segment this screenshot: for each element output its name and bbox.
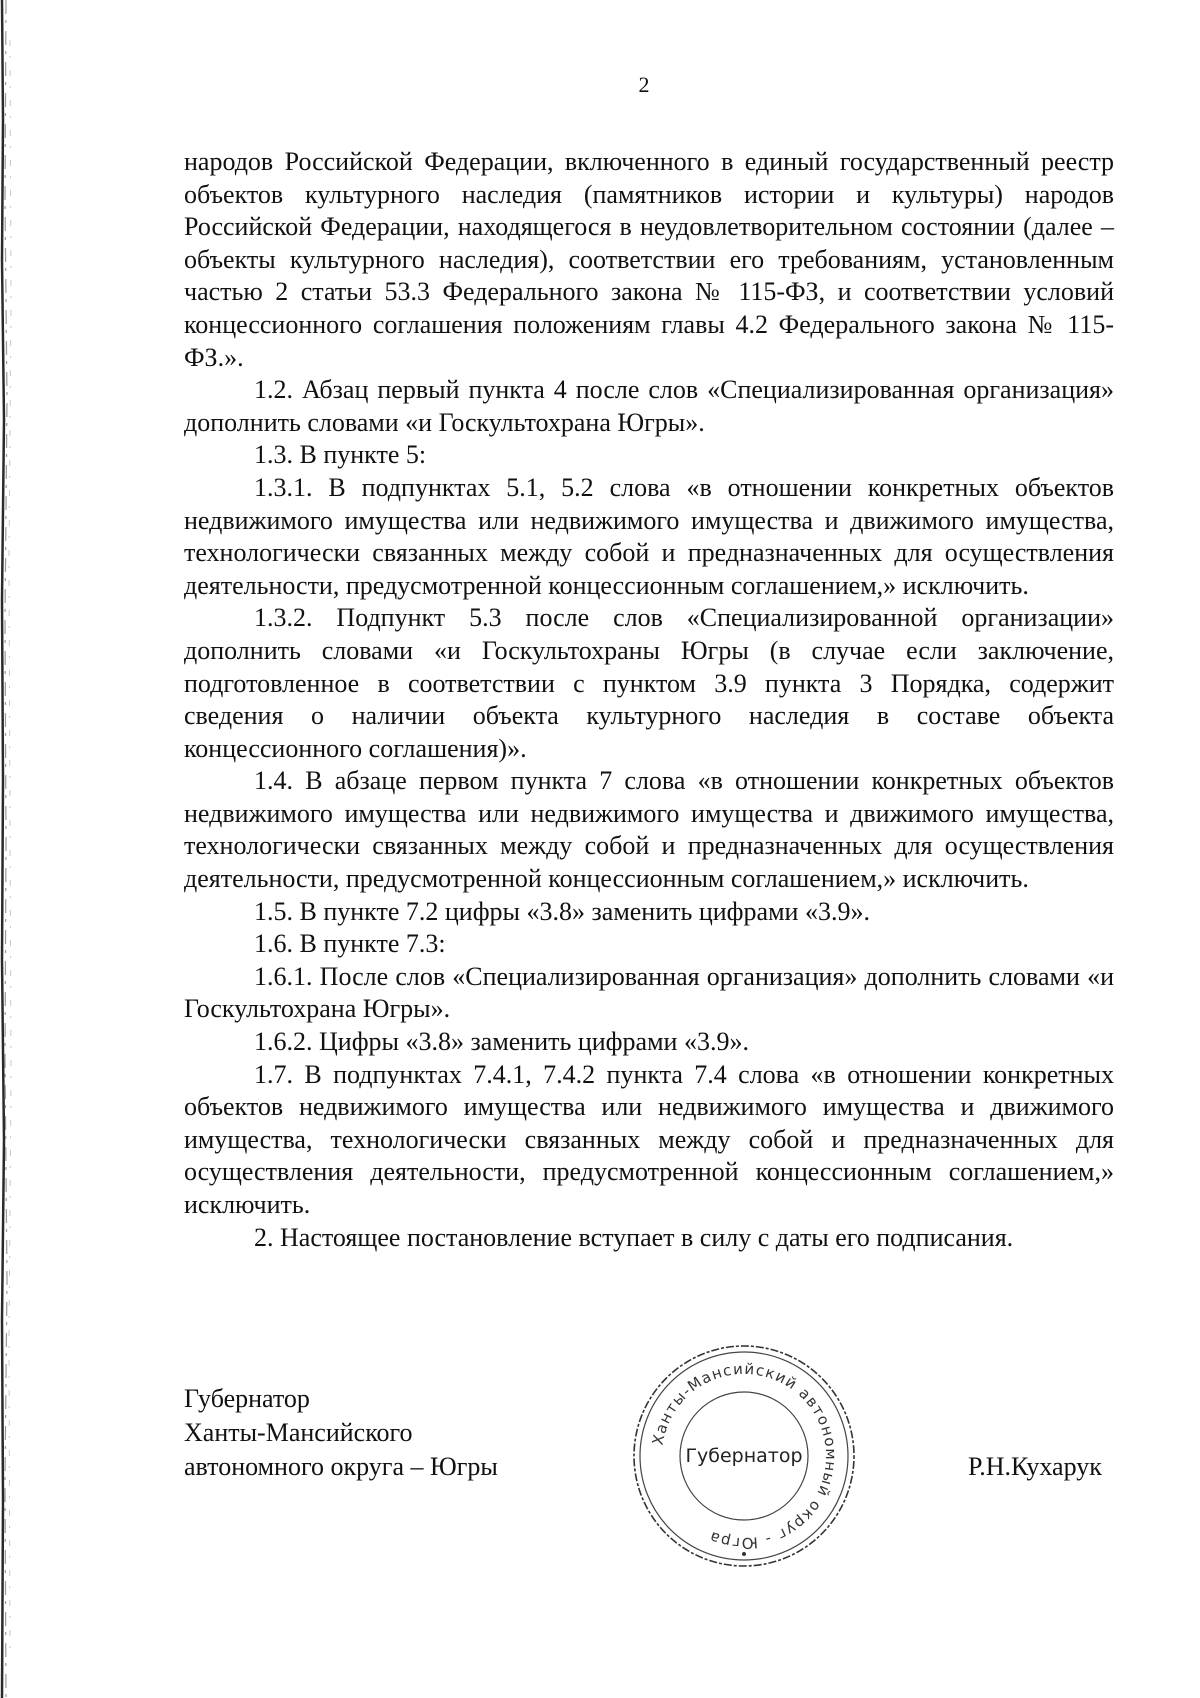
signature-title-line: автономного округа – Югры bbox=[184, 1452, 498, 1481]
paragraph-2: 2. Настоящее постановление вступает в силу с даты его подписания. bbox=[254, 1222, 1014, 1252]
seal-ring-text: Ханты-Мансийский автономный округ - Югра bbox=[648, 1359, 841, 1553]
paragraph-1-6: 1.6. В пункте 7.3: bbox=[254, 929, 446, 959]
page-number: 2 bbox=[638, 72, 650, 97]
paragraph-1-7: 1.7. В подпунктах 7.4.1, 7.4.2 пункта 7.4 слова «в отношении конкретных объектов недвижимого имущества или недвижимого имущества и движимого имущества, технологически связанных между собой и предназначенных для осуществления деятельности, предусмотренной концессионным соглашением,» исключить. bbox=[184, 1059, 1114, 1219]
official-seal bbox=[628, 1340, 860, 1572]
paragraph-1-5: 1.5. В пункте 7.2 цифры «3.8» заменить цифрами «3.9». bbox=[254, 896, 870, 926]
signer-name: Р.Н.Кухарук bbox=[968, 1452, 1102, 1481]
signature-title-line: Губернатор bbox=[184, 1384, 310, 1413]
paragraph-1-6-1: 1.6.1. После слов «Специализированная организация» дополнить словами «и Госкультохрана Югры». bbox=[184, 961, 1114, 1024]
paragraph-1-2: 1.2. Абзац первый пункта 4 после слов «Специализированная организация» дополнить словами «и Госкультохрана Югры». bbox=[184, 375, 1114, 437]
scan-edge-artifact bbox=[0, 0, 34, 1698]
document-body bbox=[184, 146, 1114, 1254]
signature-title-block bbox=[184, 1382, 498, 1484]
paragraph-1-6-2: 1.6.2. Цифры «3.8» заменить цифрами «3.9». bbox=[254, 1027, 749, 1057]
paragraph-1-3: 1.3. В пункте 5: bbox=[254, 440, 427, 470]
paragraph-1-3-1: 1.3.1. В подпунктах 5.1, 5.2 слова «в отношении конкретных объектов недвижимого имущества или недвижимого имущества и движимого имущества, технологически связанных между собой и предназначенных для осуществления деятельности, предусмотренной концессионным соглашением,» исключить. bbox=[184, 472, 1114, 600]
paragraph-1-3-2: 1.3.2. Подпункт 5.3 после слов «Специализированной организации» дополнить словами «и Госкультохраны Югры (в случае если заключение, подготовленное в соответствии с пунктом 3.9 пункта 3 Порядка, содержит сведения о наличии объекта культурного наследия в составе объекта концессионного соглашения)». bbox=[184, 603, 1114, 763]
paragraph-continuation: народов Российской Федерации, включенного в единый государственный реестр объектов культурного наследия (памятников истории и культуры) народов Российской Федерации, находящегося в неудовлетворительном состоянии (далее – объекты культурного наследия), соответствии его требованиям, установленным частью 2 статьи 53.3 Федерального закона № 115-ФЗ, и соответствии условий концессионного соглашения положениям главы 4.2 Федерального закона № 115-ФЗ.». bbox=[184, 147, 1114, 372]
seal-center-text: Губернатор bbox=[685, 1445, 803, 1467]
signature-title-line: Ханты-Мансийского bbox=[184, 1418, 413, 1447]
paragraph-1-4: 1.4. В абзаце первом пункта 7 слова «в отношении конкретных объектов недвижимого имущества или недвижимого имущества и движимого имущества, технологически связанных между собой и предназначенных для осуществления деятельности, предусмотренной концессионным соглашением,» исключить. bbox=[184, 766, 1114, 894]
